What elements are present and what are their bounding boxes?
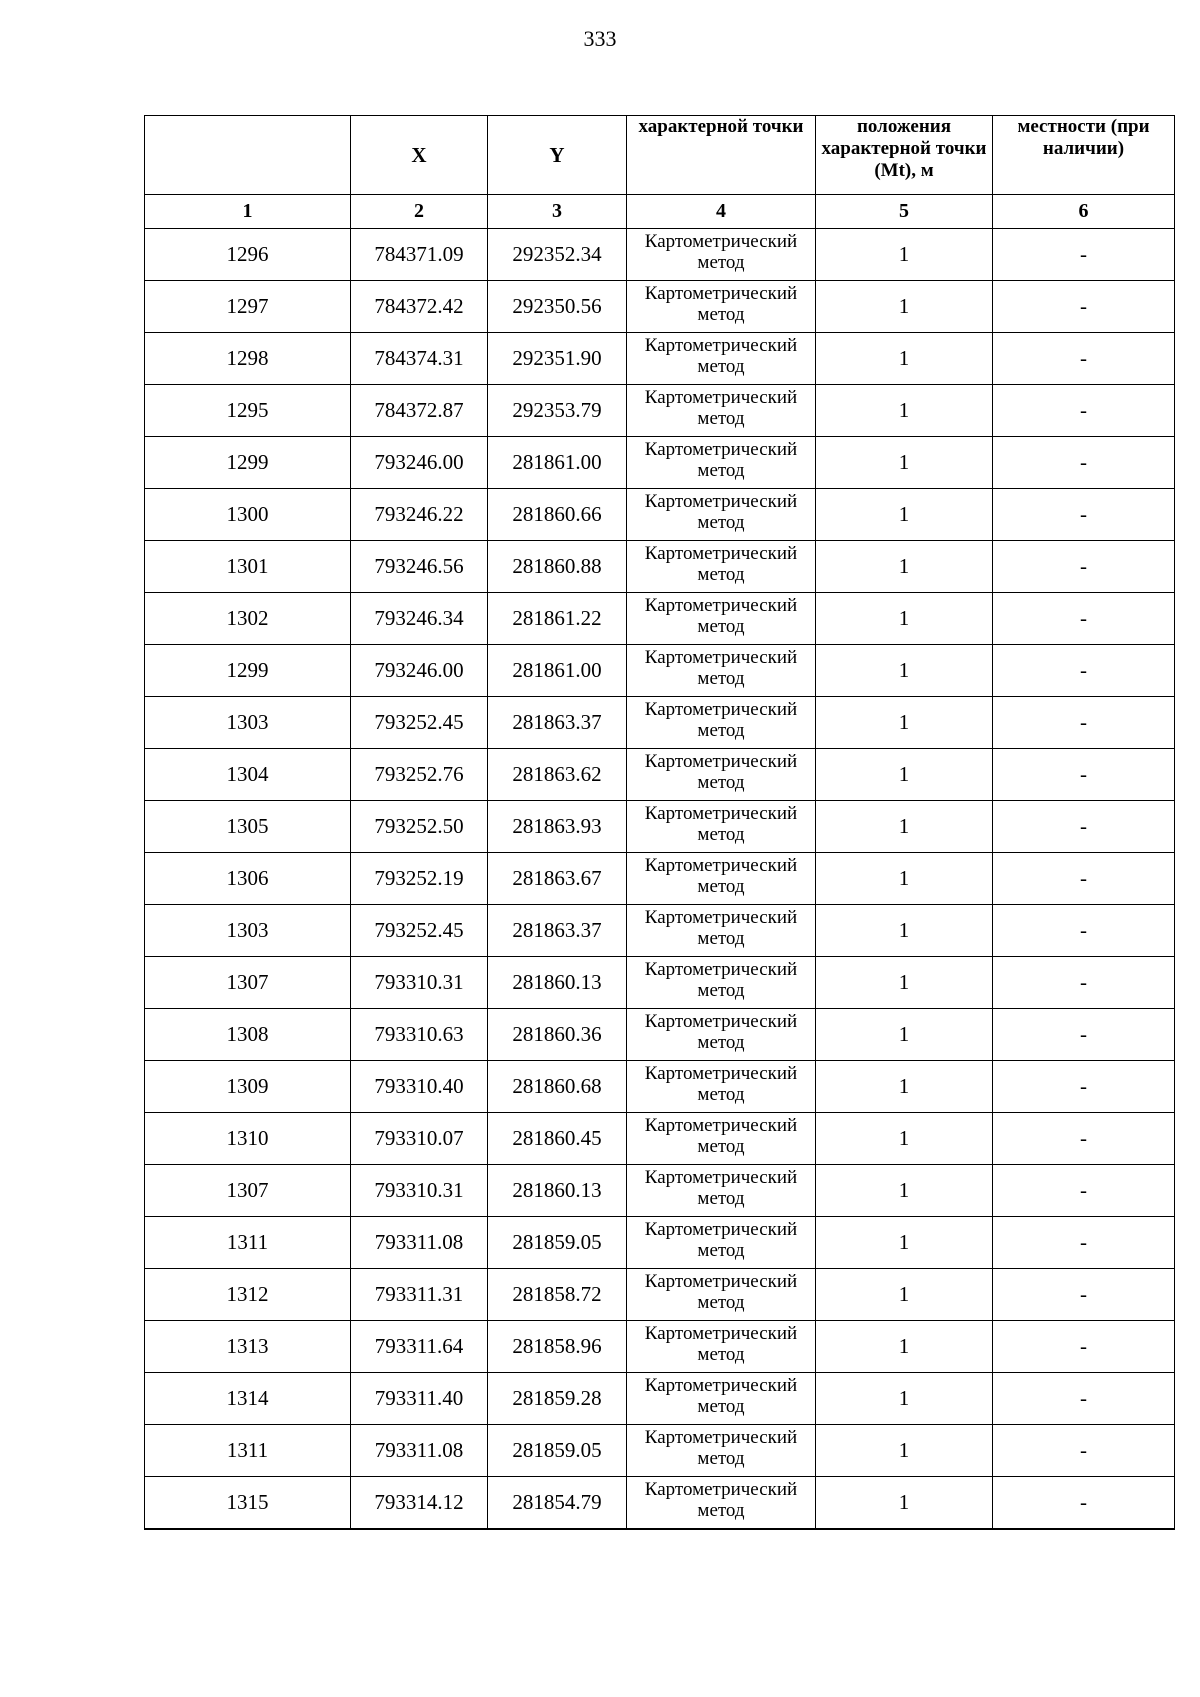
header-x: X (351, 116, 488, 195)
table-row (145, 1477, 1175, 1529)
description-cell: - (993, 1477, 1175, 1529)
page-number: 333 (583, 26, 617, 51)
column-number: 4 (627, 195, 816, 229)
x-coordinate-cell: 784371.09 (351, 229, 488, 281)
accuracy-cell: 1 (816, 1061, 993, 1113)
y-coordinate-cell: 281858.72 (488, 1269, 627, 1321)
description-cell: - (993, 957, 1175, 1009)
method-cell: Картометрический метод (627, 853, 816, 905)
x-coordinate-cell: 793310.31 (351, 957, 488, 1009)
y-coordinate-cell: 281860.13 (488, 1165, 627, 1217)
table-row (145, 1113, 1175, 1165)
point-number-cell: 1299 (145, 645, 351, 697)
point-number-cell: 1311 (145, 1217, 351, 1269)
table-row (145, 593, 1175, 645)
accuracy-cell: 1 (816, 1477, 993, 1529)
table-row (145, 489, 1175, 541)
method-cell: Картометрический метод (627, 1009, 816, 1061)
method-cell: Картометрический метод (627, 1165, 816, 1217)
accuracy-cell: 1 (816, 281, 993, 333)
y-coordinate-cell: 281859.28 (488, 1373, 627, 1425)
point-number-cell: 1308 (145, 1009, 351, 1061)
accuracy-cell: 1 (816, 1113, 993, 1165)
point-number-cell: 1310 (145, 1113, 351, 1165)
coordinates-table (144, 115, 1175, 1530)
method-cell: Картометрический метод (627, 541, 816, 593)
description-cell: - (993, 905, 1175, 957)
accuracy-cell: 1 (816, 229, 993, 281)
x-coordinate-cell: 793310.63 (351, 1009, 488, 1061)
accuracy-cell: 1 (816, 541, 993, 593)
method-cell: Картометрический метод (627, 593, 816, 645)
accuracy-cell: 1 (816, 645, 993, 697)
description-cell: - (993, 1217, 1175, 1269)
accuracy-cell: 1 (816, 749, 993, 801)
description-cell: - (993, 801, 1175, 853)
accuracy-cell: 1 (816, 1321, 993, 1373)
y-coordinate-cell: 281861.22 (488, 593, 627, 645)
description-cell: - (993, 437, 1175, 489)
x-coordinate-cell: 793311.64 (351, 1321, 488, 1373)
x-coordinate-cell: 784374.31 (351, 333, 488, 385)
method-cell: Картометрический метод (627, 489, 816, 541)
table-row (145, 541, 1175, 593)
table-row (145, 1269, 1175, 1321)
x-coordinate-cell: 793252.45 (351, 697, 488, 749)
table-row (145, 853, 1175, 905)
accuracy-cell: 1 (816, 385, 993, 437)
x-coordinate-cell: 793310.31 (351, 1165, 488, 1217)
point-number-cell: 1306 (145, 853, 351, 905)
accuracy-cell: 1 (816, 593, 993, 645)
table-row (145, 801, 1175, 853)
method-cell: Картометрический метод (627, 1373, 816, 1425)
method-cell: Картометрический метод (627, 1425, 816, 1477)
description-cell: - (993, 1061, 1175, 1113)
y-coordinate-cell: 281860.68 (488, 1061, 627, 1113)
accuracy-cell: 1 (816, 1165, 993, 1217)
y-coordinate-cell: 281863.37 (488, 905, 627, 957)
accuracy-cell: 1 (816, 853, 993, 905)
x-coordinate-cell: 784372.42 (351, 281, 488, 333)
y-coordinate-cell: 292353.79 (488, 385, 627, 437)
description-cell: - (993, 853, 1175, 905)
point-number-cell: 1301 (145, 541, 351, 593)
accuracy-cell: 1 (816, 1373, 993, 1425)
description-cell: - (993, 1373, 1175, 1425)
x-coordinate-cell: 793311.08 (351, 1425, 488, 1477)
table-row (145, 333, 1175, 385)
point-number-cell: 1303 (145, 697, 351, 749)
point-number-cell: 1300 (145, 489, 351, 541)
blank-row (145, 1529, 1175, 1530)
description-cell: - (993, 593, 1175, 645)
description-cell: - (993, 1009, 1175, 1061)
y-coordinate-cell: 281859.05 (488, 1217, 627, 1269)
table-header (145, 116, 1175, 229)
column-number: 6 (993, 195, 1175, 229)
x-coordinate-cell: 784372.87 (351, 385, 488, 437)
accuracy-cell: 1 (816, 333, 993, 385)
point-number-cell: 1305 (145, 801, 351, 853)
accuracy-cell: 1 (816, 905, 993, 957)
table-row (145, 1165, 1175, 1217)
method-cell: Картометрический метод (627, 697, 816, 749)
description-cell: - (993, 645, 1175, 697)
point-number-cell: 1303 (145, 905, 351, 957)
point-number-cell: 1307 (145, 1165, 351, 1217)
description-cell: - (993, 1425, 1175, 1477)
table-row (145, 229, 1175, 281)
table-body (145, 229, 1175, 1529)
point-number-cell: 1312 (145, 1269, 351, 1321)
y-coordinate-cell: 292352.34 (488, 229, 627, 281)
point-number-cell: 1309 (145, 1061, 351, 1113)
x-coordinate-cell: 793252.19 (351, 853, 488, 905)
method-cell: Картометрический метод (627, 905, 816, 957)
x-coordinate-cell: 793246.22 (351, 489, 488, 541)
column-number: 1 (145, 195, 351, 229)
method-cell: Картометрический метод (627, 1061, 816, 1113)
point-number-cell: 1295 (145, 385, 351, 437)
x-coordinate-cell: 793246.56 (351, 541, 488, 593)
method-cell: Картометрический метод (627, 333, 816, 385)
point-number-cell: 1304 (145, 749, 351, 801)
point-number-cell: 1298 (145, 333, 351, 385)
x-coordinate-cell: 793246.00 (351, 645, 488, 697)
x-coordinate-cell: 793252.76 (351, 749, 488, 801)
description-cell: - (993, 697, 1175, 749)
header-y: Y (488, 116, 627, 195)
blank-cell (145, 1529, 1175, 1530)
accuracy-cell: 1 (816, 1425, 993, 1477)
point-number-cell: 1296 (145, 229, 351, 281)
x-coordinate-cell: 793310.40 (351, 1061, 488, 1113)
point-number-cell: 1302 (145, 593, 351, 645)
table-row (145, 1321, 1175, 1373)
y-coordinate-cell: 281863.37 (488, 697, 627, 749)
header-row (145, 116, 1175, 195)
y-coordinate-cell: 281859.05 (488, 1425, 627, 1477)
x-coordinate-cell: 793252.50 (351, 801, 488, 853)
table-row (145, 1425, 1175, 1477)
method-cell: Картометрический метод (627, 1321, 816, 1373)
method-cell: Картометрический метод (627, 385, 816, 437)
column-number-row (145, 195, 1175, 229)
method-cell: Картометрический метод (627, 1477, 816, 1529)
description-cell: - (993, 1165, 1175, 1217)
header-method: характерной точки (627, 116, 816, 195)
point-number-cell: 1314 (145, 1373, 351, 1425)
accuracy-cell: 1 (816, 697, 993, 749)
x-coordinate-cell: 793314.12 (351, 1477, 488, 1529)
method-cell: Картометрический метод (627, 437, 816, 489)
header-point-number (145, 116, 351, 195)
description-cell: - (993, 749, 1175, 801)
description-cell: - (993, 229, 1175, 281)
method-cell: Картометрический метод (627, 1269, 816, 1321)
method-cell: Картометрический метод (627, 645, 816, 697)
point-number-cell: 1297 (145, 281, 351, 333)
y-coordinate-cell: 281860.66 (488, 489, 627, 541)
x-coordinate-cell: 793311.08 (351, 1217, 488, 1269)
y-coordinate-cell: 281861.00 (488, 437, 627, 489)
description-cell: - (993, 1321, 1175, 1373)
accuracy-cell: 1 (816, 801, 993, 853)
y-coordinate-cell: 281863.67 (488, 853, 627, 905)
y-coordinate-cell: 281861.00 (488, 645, 627, 697)
y-coordinate-cell: 292351.90 (488, 333, 627, 385)
table-row (145, 1217, 1175, 1269)
y-coordinate-cell: 281860.88 (488, 541, 627, 593)
column-number: 2 (351, 195, 488, 229)
table-row (145, 281, 1175, 333)
x-coordinate-cell: 793252.45 (351, 905, 488, 957)
y-coordinate-cell: 292350.56 (488, 281, 627, 333)
point-number-cell: 1313 (145, 1321, 351, 1373)
accuracy-cell: 1 (816, 1269, 993, 1321)
table-row (145, 385, 1175, 437)
accuracy-cell: 1 (816, 1217, 993, 1269)
method-cell: Картометрический метод (627, 1217, 816, 1269)
point-number-cell: 1311 (145, 1425, 351, 1477)
y-coordinate-cell: 281854.79 (488, 1477, 627, 1529)
y-coordinate-cell: 281863.62 (488, 749, 627, 801)
header-description: местности (при наличии) (993, 116, 1175, 195)
point-number-cell: 1299 (145, 437, 351, 489)
accuracy-cell: 1 (816, 1009, 993, 1061)
x-coordinate-cell: 793311.40 (351, 1373, 488, 1425)
accuracy-cell: 1 (816, 437, 993, 489)
x-coordinate-cell: 793310.07 (351, 1113, 488, 1165)
description-cell: - (993, 541, 1175, 593)
method-cell: Картометрический метод (627, 749, 816, 801)
method-cell: Картометрический метод (627, 801, 816, 853)
table-row (145, 437, 1175, 489)
method-cell: Картометрический метод (627, 957, 816, 1009)
x-coordinate-cell: 793246.00 (351, 437, 488, 489)
description-cell: - (993, 281, 1175, 333)
x-coordinate-cell: 793246.34 (351, 593, 488, 645)
x-coordinate-cell: 793311.31 (351, 1269, 488, 1321)
accuracy-cell: 1 (816, 957, 993, 1009)
description-cell: - (993, 1269, 1175, 1321)
table-row (145, 957, 1175, 1009)
table-row (145, 1061, 1175, 1113)
column-number: 5 (816, 195, 993, 229)
description-cell: - (993, 1113, 1175, 1165)
method-cell: Картометрический метод (627, 1113, 816, 1165)
y-coordinate-cell: 281860.45 (488, 1113, 627, 1165)
point-number-cell: 1307 (145, 957, 351, 1009)
table-row (145, 1373, 1175, 1425)
y-coordinate-cell: 281860.36 (488, 1009, 627, 1061)
table-row (145, 905, 1175, 957)
description-cell: - (993, 489, 1175, 541)
y-coordinate-cell: 281860.13 (488, 957, 627, 1009)
description-cell: - (993, 385, 1175, 437)
accuracy-cell: 1 (816, 489, 993, 541)
column-number: 3 (488, 195, 627, 229)
table-row (145, 1009, 1175, 1061)
table-row (145, 749, 1175, 801)
table-row (145, 697, 1175, 749)
method-cell: Картометрический метод (627, 281, 816, 333)
point-number-cell: 1315 (145, 1477, 351, 1529)
description-cell: - (993, 333, 1175, 385)
y-coordinate-cell: 281858.96 (488, 1321, 627, 1373)
header-accuracy: положения характерной точки (Mt), м (816, 116, 993, 195)
y-coordinate-cell: 281863.93 (488, 801, 627, 853)
table-row (145, 645, 1175, 697)
method-cell: Картометрический метод (627, 229, 816, 281)
